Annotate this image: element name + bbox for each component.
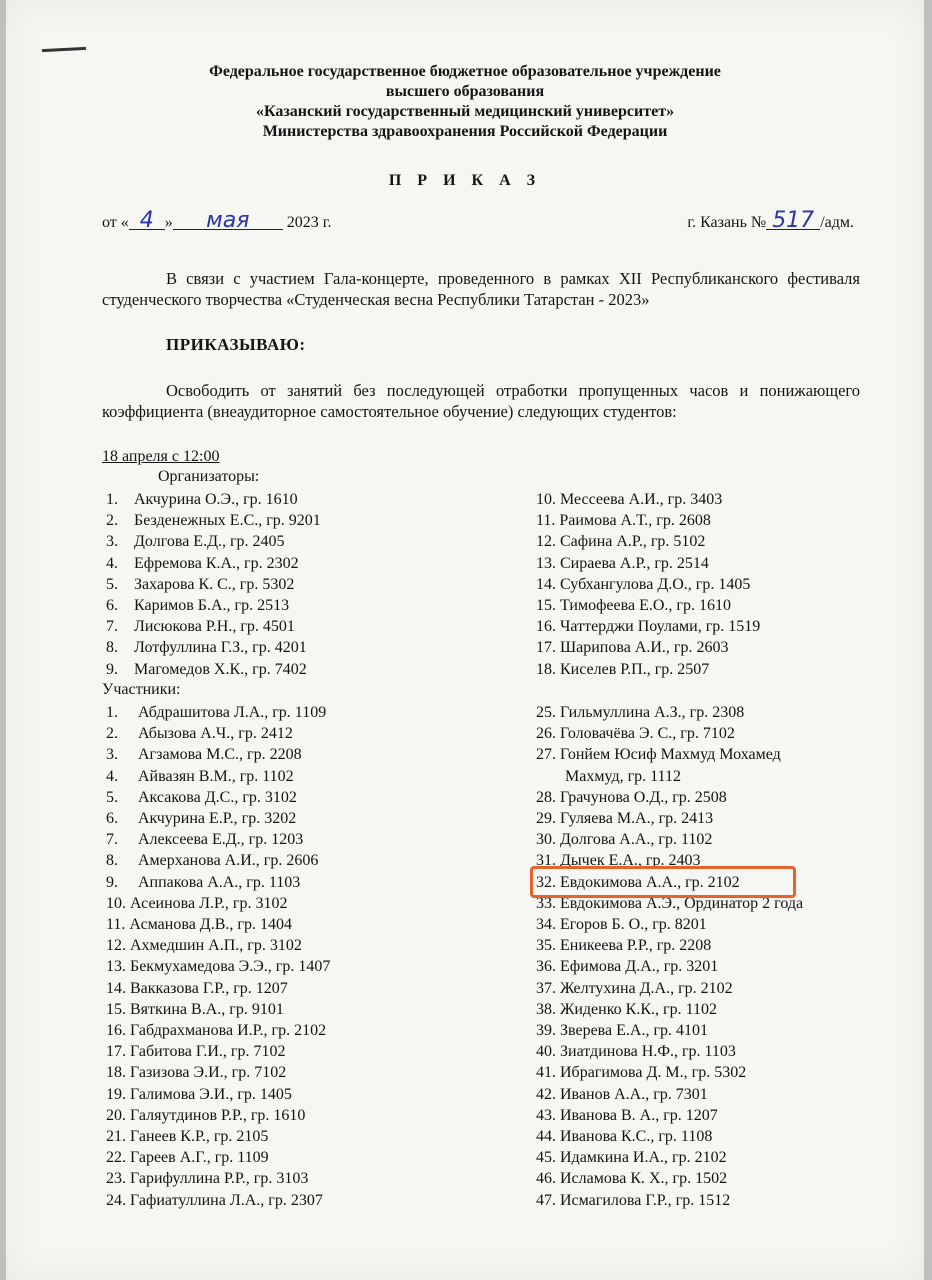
item-text: Гареев А.Г., гр. 1109 (130, 1149, 269, 1167)
list-item (106, 1062, 330, 1083)
item-number: 38. (536, 1000, 556, 1018)
item-number: 27. (536, 746, 556, 764)
item-text: Шарипова А.И., гр. 2603 (560, 639, 729, 657)
list-item (536, 914, 803, 935)
item-text: Гуляева М.А., гр. 2413 (560, 810, 714, 828)
item-number: 13. (536, 554, 556, 572)
item-text: Алексеева Е.Д., гр. 1203 (138, 831, 304, 849)
item-text: Айвазян В.М., гр. 1102 (138, 767, 294, 785)
item-text: Дычек Е.А., гр. 2403 (560, 852, 701, 870)
item-text: Габдрахманова И.Р., гр. 2102 (130, 1022, 327, 1040)
list-item (106, 978, 330, 999)
list-item (106, 914, 330, 935)
list-item (536, 659, 760, 680)
list-item (106, 489, 321, 510)
order-paragraph: Освободить от занятий без последующей отработки пропущенных часов и понижающего коэффициента (внеаудиторное самостоятельное обучение) следующих студентов: (102, 381, 860, 421)
item-text: Абызова А.Ч., гр. 2412 (138, 725, 293, 743)
item-text: Лотфуллина Г.З., гр. 4201 (134, 639, 307, 657)
item-number: 5. (106, 788, 118, 806)
item-text: Евдокимова А.А., гр. 2102 (560, 873, 740, 891)
list-item (106, 553, 321, 574)
item-number: 15. (536, 597, 556, 615)
item-number: 45. (536, 1149, 556, 1167)
item-text: Субхангулова Д.О., гр. 1405 (560, 575, 751, 593)
organizers-heading: Организаторы: (158, 468, 260, 485)
item-text: Галимова Э.И., гр. 1405 (130, 1085, 292, 1103)
item-text: Аппакова А.А., гр. 1103 (138, 873, 301, 891)
item-number: 47. (536, 1191, 556, 1209)
item-number: 11. (106, 916, 126, 934)
item-number: 28. (536, 788, 556, 806)
item-text: Вяткина В.А., гр. 9101 (130, 1000, 284, 1018)
list-item (536, 574, 760, 595)
item-number: 12. (106, 937, 126, 955)
item-number: 42. (536, 1085, 556, 1103)
list-item (106, 616, 321, 637)
item-number: 37. (536, 979, 556, 997)
item-text: Махмуд, гр. 1112 (565, 767, 681, 785)
item-number: 3. (106, 746, 118, 764)
item-number: 10. (106, 894, 126, 912)
list-item (536, 1062, 803, 1083)
item-number: 8. (106, 852, 118, 870)
list-item (536, 616, 760, 637)
item-number: 29. (536, 810, 556, 828)
item-text: Амерханова А.И., гр. 2606 (138, 852, 319, 870)
item-number: 41. (536, 1064, 556, 1082)
list-item (106, 999, 330, 1020)
item-number: 9. (106, 873, 118, 891)
item-text: Захарова К. С., гр. 5302 (134, 575, 295, 593)
item-text: Мессеева А.И., гр. 3403 (560, 491, 723, 508)
item-text: Долгова А.А., гр. 1102 (560, 831, 713, 849)
list-item (106, 531, 321, 552)
list-item (106, 893, 330, 914)
item-number: 1. (106, 704, 118, 721)
item-number: 17. (106, 1043, 126, 1061)
item-number: 1. (106, 491, 118, 508)
item-number: 14. (106, 979, 126, 997)
list-item (536, 1190, 803, 1211)
item-text: Идамкина И.А., гр. 2102 (560, 1149, 727, 1167)
handwritten-month: мая (173, 213, 283, 230)
list-item (536, 510, 760, 531)
item-number: 35. (536, 937, 556, 955)
item-number: 6. (106, 597, 118, 615)
list-item (536, 766, 803, 787)
date-prefix: от « (102, 214, 129, 231)
item-text: Еникеева Р.Р., гр. 2208 (560, 937, 712, 955)
item-text: Грачунова О.Д., гр. 2508 (560, 788, 727, 806)
item-text: Иванова К.С., гр. 1108 (560, 1128, 713, 1146)
organizers-list-left (106, 489, 321, 680)
item-number: 3. (106, 533, 118, 551)
list-item (106, 872, 330, 893)
date-mid: » (164, 214, 173, 231)
list-item (106, 1041, 330, 1062)
item-text: Евдокимова А.Э., Ординатор 2 года (560, 894, 804, 912)
list-item (536, 489, 760, 510)
item-number: 22. (106, 1149, 126, 1167)
document-header (6, 62, 924, 142)
item-text: Ефремова К.А., гр. 2302 (134, 554, 299, 572)
list-item (536, 978, 803, 999)
item-text: Тимофеева Е.О., гр. 1610 (560, 597, 731, 615)
item-text: Чаттерджи Поулами, гр. 1519 (560, 618, 761, 636)
list-item (106, 850, 330, 871)
list-item (106, 723, 330, 744)
handwritten-day: 4 (129, 213, 165, 230)
item-number: 2. (106, 512, 118, 530)
order-heading: ПРИКАЗЫВАЮ: (166, 335, 306, 354)
item-number: 40. (536, 1043, 556, 1061)
preamble-paragraph: В связи с участием Гала-концерте, проведенного в рамках XII Республиканского фестиваля студенческого творчества «Студенческая весна Республики Татарстан - 2023» (102, 269, 860, 309)
list-item (536, 1020, 803, 1041)
item-text: Гонйем Юсиф Махмуд Мохамед (560, 746, 781, 764)
list-item (536, 723, 803, 744)
item-text: Газизова Э.И., гр. 7102 (130, 1064, 287, 1082)
list-item (106, 1190, 330, 1211)
organizers-list-right (536, 489, 760, 680)
list-item (106, 510, 321, 531)
item-number: 30. (536, 831, 556, 849)
item-text: Каримов Б.А., гр. 2513 (134, 597, 290, 615)
list-item (106, 659, 321, 680)
item-number: 9. (106, 660, 118, 678)
item-text: Киселев Р.П., гр. 2507 (560, 660, 710, 678)
item-text: Акчурина Е.Р., гр. 3202 (138, 810, 297, 828)
item-number: 17. (536, 639, 556, 657)
list-item (536, 808, 803, 829)
item-text: Зиатдинова Н.Ф., гр. 1103 (560, 1043, 736, 1061)
document-page (6, 0, 924, 1280)
list-item (106, 766, 330, 787)
highlight-box (530, 866, 796, 898)
item-number: 6. (106, 810, 118, 828)
participants-heading: Участники: (102, 681, 181, 698)
list-item (106, 808, 330, 829)
item-number: 31. (536, 852, 556, 870)
list-item (536, 553, 760, 574)
handwritten-number: 517 (766, 213, 820, 230)
city-label: г. Казань № (687, 214, 767, 231)
list-item (106, 1105, 330, 1126)
number-suffix: /адм. (820, 214, 854, 231)
item-number: 43. (536, 1106, 556, 1124)
order-number (687, 208, 854, 233)
item-text: Безденежных Е.С., гр. 9201 (134, 512, 321, 530)
item-text: Галяутдинов Р.Р., гр. 1610 (130, 1106, 306, 1124)
item-number: 32. (536, 873, 556, 891)
item-number: 4. (106, 767, 118, 785)
item-number: 46. (536, 1170, 556, 1188)
list-item (106, 956, 330, 977)
list-item (536, 531, 760, 552)
list-item (106, 1147, 330, 1168)
item-text: Ганеев К.Р., гр. 2105 (130, 1128, 269, 1146)
list-item (536, 1105, 803, 1126)
list-item (536, 1041, 803, 1062)
item-number: 7. (106, 831, 118, 849)
item-text: Исмагилова Г.Р., гр. 1512 (560, 1191, 731, 1209)
list-item (536, 1126, 803, 1147)
list-item (106, 787, 330, 808)
item-number: 10. (536, 491, 556, 508)
list-item (536, 637, 760, 658)
item-text: Асеинова Л.Р., гр. 3102 (130, 894, 288, 912)
item-text: Агзамова М.С., гр. 2208 (138, 746, 302, 764)
item-text: Ахмедшин А.П., гр. 3102 (130, 937, 302, 955)
list-item (106, 744, 330, 765)
item-text: Долгова Е.Д., гр. 2405 (134, 533, 285, 551)
list-item (106, 702, 330, 723)
item-number: 2. (106, 725, 118, 743)
item-text: Вакказова Г.Р., гр. 1207 (130, 979, 288, 997)
item-number: 16. (106, 1022, 126, 1040)
list-item (536, 999, 803, 1020)
item-number: 25. (536, 704, 556, 721)
item-text: Асманова Д.В., гр. 1404 (129, 916, 292, 934)
item-number: 7. (106, 618, 118, 636)
item-text: Гарифуллина Р.Р., гр. 3103 (130, 1170, 309, 1188)
item-number: 8. (106, 639, 118, 657)
list-item (536, 1147, 803, 1168)
list-item (106, 1126, 330, 1147)
item-number: 18. (106, 1064, 126, 1082)
item-number: 20. (106, 1106, 126, 1124)
item-text: Бекмухамедова Э.Э., гр. 1407 (130, 958, 331, 976)
item-text: Ефимова Д.А., гр. 3201 (560, 958, 719, 976)
header-line-4: Министерства здравоохранения Российской Федерации (262, 123, 668, 140)
list-item (106, 1084, 330, 1105)
list-item (106, 1168, 330, 1189)
item-number: 39. (536, 1022, 556, 1040)
item-text: Магомедов Х.К., гр. 7402 (134, 660, 307, 678)
item-number: 34. (536, 916, 556, 934)
list-item (536, 935, 803, 956)
item-number: 12. (536, 533, 556, 551)
item-text: Сафина А.Р., гр. 5102 (560, 533, 706, 551)
item-text: Лисюкова Р.Н., гр. 4501 (134, 618, 295, 636)
item-number: 18. (536, 660, 556, 678)
item-number: 14. (536, 575, 556, 593)
item-number: 21. (106, 1128, 126, 1146)
document-title: П Р И К А З (388, 172, 542, 189)
item-text: Гильмуллина А.З., гр. 2308 (560, 704, 745, 721)
item-text: Желтухина Д.А., гр. 2102 (560, 979, 733, 997)
item-text: Иванова В. А., гр. 1207 (560, 1106, 718, 1124)
item-number: 24. (106, 1191, 126, 1209)
item-text: Акчурина О.Э., гр. 1610 (134, 491, 298, 508)
item-text: Сираева А.Р., гр. 2514 (560, 554, 709, 572)
order-date (102, 208, 332, 233)
item-text: Исламова К. Х., гр. 1502 (560, 1170, 728, 1188)
list-item (536, 829, 803, 850)
list-item (536, 1168, 803, 1189)
list-item (106, 935, 330, 956)
item-text: Головачёва Э. С., гр. 7102 (560, 725, 735, 743)
list-item (106, 829, 330, 850)
item-number: 11. (536, 512, 556, 530)
item-number: 36. (536, 958, 556, 976)
item-number: 16. (536, 618, 556, 636)
item-text: Гафиатуллина Л.А., гр. 2307 (130, 1191, 323, 1209)
list-item (106, 595, 321, 616)
item-number: 33. (536, 894, 556, 912)
item-text: Иванов А.А., гр. 7301 (560, 1085, 708, 1103)
item-text: Жиденко К.К., гр. 1102 (560, 1000, 717, 1018)
header-line-3: «Казанский государственный медицинский университет» (255, 103, 675, 120)
list-item (536, 595, 760, 616)
participants-list-left (106, 702, 330, 1211)
item-number: 23. (106, 1170, 126, 1188)
event-date: 18 апреля с 12:00 (102, 448, 220, 465)
pen-mark (42, 47, 86, 52)
item-number: 15. (106, 1000, 126, 1018)
participants-list-right (536, 702, 803, 1211)
item-number: 13. (106, 958, 126, 976)
item-number: 26. (536, 725, 556, 743)
list-item (536, 744, 803, 765)
item-text: Аксакова Д.С., гр. 3102 (138, 788, 297, 806)
item-text: Зверева Е.А., гр. 4101 (560, 1022, 709, 1040)
item-text: Габитова Г.И., гр. 7102 (130, 1043, 286, 1061)
item-number: 5. (106, 575, 118, 593)
list-item (536, 787, 803, 808)
item-number: 19. (106, 1085, 126, 1103)
list-item (536, 956, 803, 977)
item-text: Ибрагимова Д. М., гр. 5302 (560, 1064, 747, 1082)
header-line-2: высшего образования (385, 83, 545, 100)
list-item (106, 637, 321, 658)
list-item (106, 574, 321, 595)
item-text: Абдрашитова Л.А., гр. 1109 (138, 704, 327, 721)
header-line-1: Федеральное государственное бюджетное образовательное учреждение (209, 63, 721, 80)
item-text: Егоров Б. О., гр. 8201 (560, 916, 707, 934)
item-number: 4. (106, 554, 118, 572)
date-year: 2023 г. (286, 214, 332, 231)
list-item (536, 1084, 803, 1105)
item-number: 44. (536, 1128, 556, 1146)
list-item (106, 1020, 330, 1041)
item-text: Раимова А.Т., гр. 2608 (559, 512, 711, 530)
list-item (536, 702, 803, 723)
